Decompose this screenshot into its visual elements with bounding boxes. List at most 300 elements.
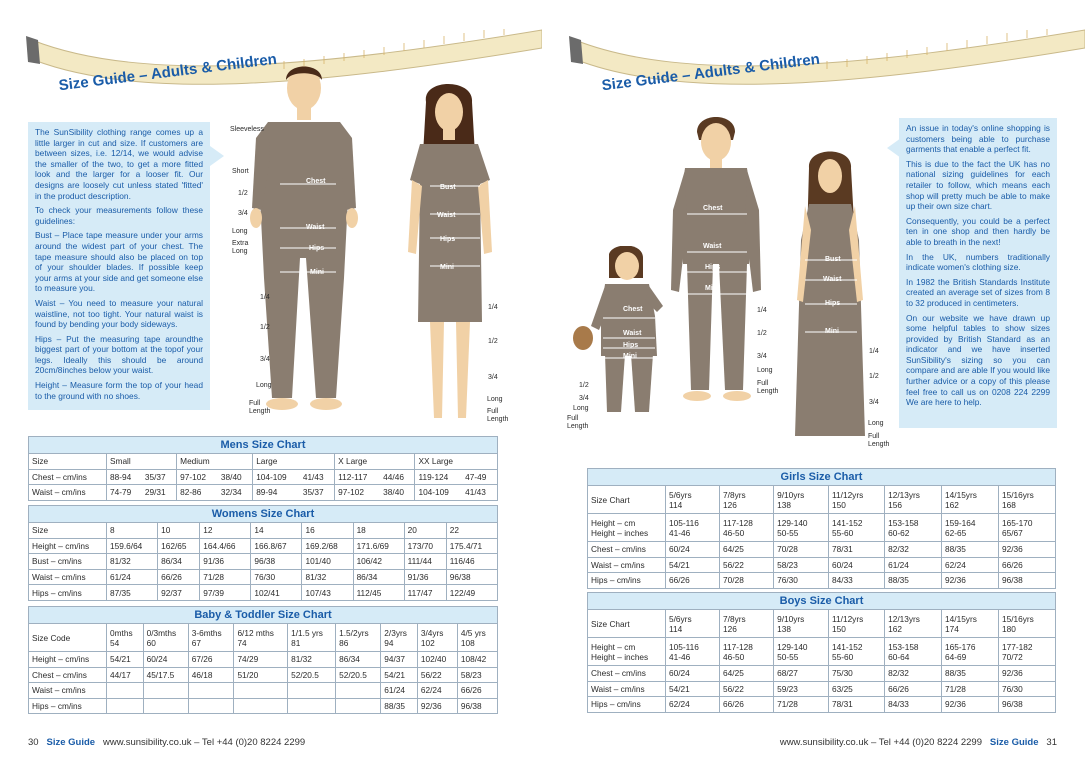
table-cell: 96/38 <box>251 554 302 570</box>
label-half-length: 1/2 <box>260 324 270 331</box>
row-label: Chest – cm/ins <box>29 667 107 683</box>
table-row <box>29 538 498 554</box>
table-row <box>29 652 498 668</box>
page-title: Size Guide – Adults & Children <box>57 50 278 95</box>
intro-paragraph: Bust – Place tape measure under your arms around the widest part of your chest. The tape measure should also be placed on top of your shoulder blades. If possible keep your arms at your side and get someone else to measure you. <box>35 230 203 294</box>
row-label: Hips – cm/ins <box>588 573 666 589</box>
table-cell: 15/16yrs 180 <box>999 610 1056 638</box>
label-chest: Chest <box>623 306 643 313</box>
footer-label: Size Guide <box>46 737 96 748</box>
table-cell: 173/70 <box>404 538 446 554</box>
table-cell <box>288 683 336 699</box>
label-three-quarter-length: 3/4 <box>757 353 767 360</box>
table-row <box>588 573 1056 589</box>
footer <box>28 737 305 748</box>
table-row <box>29 485 498 501</box>
right-page <box>543 0 1085 769</box>
table-cell: 76/30 <box>774 573 829 589</box>
row-label: Size <box>29 454 107 470</box>
row-label: Height – cm Height – inches <box>588 514 666 542</box>
table-cell: 92/36 <box>999 666 1056 682</box>
table-cell <box>107 698 144 714</box>
label-hips: Hips <box>825 300 841 307</box>
intro-paragraph: The SunSibility clothing range comes up a little larger in cut and size. If customers are between sizes, i.e. 12/14, we would advise the smaller of the two, to get a more fitted look and the larger for a looser fit. Our designs are loosely cut unless stated 'fitted' in the product description. <box>35 127 203 201</box>
label-chest: Chest <box>703 205 723 212</box>
row-label: Waist – cm/ins <box>588 681 666 697</box>
table-cell: 5/6yrs 114 <box>666 610 720 638</box>
table-cell: 88/35 <box>381 698 418 714</box>
table-cell <box>234 698 288 714</box>
table-title: Boys Size Chart <box>588 593 1056 610</box>
table-row <box>588 486 1056 514</box>
table-row <box>588 514 1056 542</box>
table-cell: 56/22 <box>720 557 774 573</box>
intro-paragraph: Hips – Put the measuring tape aroundthe biggest part of your bottom at the topof your legs. Ideally this should be around 20cm/8inches below your waist. <box>35 333 203 376</box>
table-cell: 141-152 55-60 <box>829 638 885 666</box>
table-cell: 92/36 <box>942 573 999 589</box>
table-row <box>29 469 498 485</box>
label-hips: Hips <box>309 245 325 252</box>
label-waist: Waist <box>306 224 325 231</box>
table-cell: 11/12yrs 150 <box>829 610 885 638</box>
table-cell: 64/25 <box>720 666 774 682</box>
row-label: Size Chart <box>588 486 666 514</box>
label-waist: Waist <box>623 330 642 337</box>
label-full-length: Full Length <box>487 408 509 423</box>
label-waist: Waist <box>823 276 842 283</box>
table-cell: 8 <box>107 523 158 539</box>
table-cell: 66/26 <box>999 557 1056 573</box>
table-cell: 1/1.5 yrs 81 <box>288 624 336 652</box>
row-label: Height – cm Height – inches <box>588 638 666 666</box>
row-label: Waist – cm/ins <box>29 485 107 501</box>
row-label: Size Chart <box>588 610 666 638</box>
table-cell: 91/36 <box>404 569 446 585</box>
woman-figure <box>400 82 500 432</box>
label-half-length: 1/2 <box>869 373 879 380</box>
table-cell: 177-182 70/72 <box>999 638 1056 666</box>
row-label: Height – cm/ins <box>29 652 107 668</box>
table-cell: Medium <box>177 454 253 470</box>
table-row <box>588 638 1056 666</box>
table-cell: 117-128 46-50 <box>720 514 774 542</box>
label-half-sleeve: 1/2 <box>238 190 248 197</box>
table-cell: 76/30 <box>251 569 302 585</box>
table-cell: 16 <box>302 523 353 539</box>
row-label: Size <box>29 523 107 539</box>
label-full-length: Full Length <box>567 415 589 430</box>
table-cell: 54/21 <box>666 557 720 573</box>
table-row <box>29 585 498 601</box>
table-cell: 88-94 <box>107 469 142 485</box>
table-cell: 105-116 41-46 <box>666 638 720 666</box>
label-mini: Mini <box>825 328 839 335</box>
table-cell: 12 <box>200 523 251 539</box>
table-cell: 41/43 <box>462 485 497 501</box>
table-row <box>29 523 498 539</box>
table-cell <box>234 683 288 699</box>
table-cell <box>336 698 381 714</box>
table-cell: 6/12 mths 74 <box>234 624 288 652</box>
table-cell: 169.2/68 <box>302 538 353 554</box>
table-cell: 9/10yrs 138 <box>774 486 829 514</box>
table-cell: 108/42 <box>457 652 497 668</box>
table-row <box>29 698 498 714</box>
table-cell: 92/36 <box>999 542 1056 558</box>
table-cell: 86/34 <box>158 554 200 570</box>
baby-toddler-size-table <box>28 606 498 714</box>
row-label: Height – cm/ins <box>29 538 107 554</box>
table-cell: 92/36 <box>417 698 457 714</box>
table-cell: 105-116 41-46 <box>666 514 720 542</box>
label-long-length: Long <box>757 367 773 374</box>
table-cell: 66/26 <box>720 697 774 713</box>
table-cell: 7/8yrs 126 <box>720 486 774 514</box>
table-cell: 71/28 <box>942 681 999 697</box>
table-cell: 153-158 60-64 <box>885 638 942 666</box>
table-cell: 78/31 <box>829 542 885 558</box>
label-three-quarter-length: 3/4 <box>260 356 270 363</box>
label-half-length: 1/2 <box>579 382 589 389</box>
man-figure <box>240 58 368 430</box>
panel-pointer-icon <box>210 146 226 166</box>
footer-contact: www.sunsibility.co.uk – Tel +44 (0)20 8224 2299 <box>103 737 306 748</box>
table-cell: 96/38 <box>446 569 497 585</box>
table-cell: 107/43 <box>302 585 353 601</box>
table-row <box>29 554 498 570</box>
table-cell: 35/37 <box>142 469 177 485</box>
label-chest: Chest <box>306 178 326 185</box>
row-label: Size Code <box>29 624 107 652</box>
table-cell: 76/30 <box>999 681 1056 697</box>
page-title: Size Guide – Adults & Children <box>600 50 821 95</box>
table-cell: 56/22 <box>417 667 457 683</box>
table-cell: 129-140 50-55 <box>774 514 829 542</box>
table-cell: 0mths 54 <box>107 624 144 652</box>
table-cell: 18 <box>353 523 404 539</box>
table-cell: 52/20.5 <box>336 667 381 683</box>
label-half-length: 1/2 <box>488 338 498 345</box>
table-cell: 58/23 <box>457 667 497 683</box>
footer-contact: www.sunsibility.co.uk – Tel +44 (0)20 8224 2299 <box>779 737 982 748</box>
table-cell: 86/34 <box>336 652 381 668</box>
label-hips: Hips <box>623 342 639 349</box>
label-full-length: Full Length <box>249 400 271 415</box>
intro-paragraph: In 1982 the British Standards Institute created an average set of sizes from 8 to 32 produced in centimeters. <box>906 276 1050 308</box>
table-cell: 153-158 60-62 <box>885 514 942 542</box>
table-cell: 66/26 <box>666 573 720 589</box>
label-mini: Mini <box>705 285 719 292</box>
table-cell <box>188 683 234 699</box>
table-cell: 82/32 <box>885 666 942 682</box>
table-cell: 3/4yrs 102 <box>417 624 457 652</box>
table-cell: 5/6yrs 114 <box>666 486 720 514</box>
table-cell: 92/37 <box>158 585 200 601</box>
table-cell: 159-164 62-65 <box>942 514 999 542</box>
table-row <box>588 681 1056 697</box>
table-cell: 54/21 <box>381 667 418 683</box>
table-cell: 29/31 <box>142 485 177 501</box>
table-cell: 9/10yrs 138 <box>774 610 829 638</box>
table-cell: 64/25 <box>720 542 774 558</box>
table-cell: 102/40 <box>417 652 457 668</box>
table-cell: 70/28 <box>720 573 774 589</box>
page-number: 30 <box>28 737 39 748</box>
table-cell: 164.4/66 <box>200 538 251 554</box>
label-quarter-length: 1/4 <box>757 307 767 314</box>
table-cell: 88/35 <box>942 542 999 558</box>
intro-panel <box>899 118 1057 428</box>
table-cell: 61/24 <box>107 569 158 585</box>
intro-paragraph: Height – Measure form the top of your head to the ground with no shoes. <box>35 380 203 401</box>
table-cell: 111/44 <box>404 554 446 570</box>
row-label: Chest – cm/ins <box>588 666 666 682</box>
table-cell: 38/40 <box>218 469 253 485</box>
table-cell: 97/39 <box>200 585 251 601</box>
table-row <box>588 542 1056 558</box>
table-cell: 52/20.5 <box>288 667 336 683</box>
table-cell: 71/28 <box>774 697 829 713</box>
table-cell: 88/35 <box>885 573 942 589</box>
table-cell: 74-79 <box>107 485 142 501</box>
footer-label: Size Guide <box>989 737 1039 748</box>
intro-paragraph: Consequently, you could be a perfect ten in one shop and then hardly be able to breath in the next! <box>906 215 1050 247</box>
label-three-quarter-length: 3/4 <box>579 395 589 402</box>
footer <box>780 737 1057 748</box>
table-cell: 165-176 64-69 <box>942 638 999 666</box>
page-number: 31 <box>1046 737 1057 748</box>
table-cell: 54/21 <box>666 681 720 697</box>
intro-panel <box>28 122 210 410</box>
table-cell: 44/46 <box>380 469 415 485</box>
table-cell: 1.5/2yrs 86 <box>336 624 381 652</box>
table-cell: 3-6mths 67 <box>188 624 234 652</box>
boys-size-table <box>587 592 1056 713</box>
table-cell: 81/32 <box>288 652 336 668</box>
table-cell <box>188 698 234 714</box>
table-cell: 71/28 <box>200 569 251 585</box>
table-row <box>29 569 498 585</box>
table-cell: 117/47 <box>404 585 446 601</box>
table-cell: 171.6/69 <box>353 538 404 554</box>
table-cell: 175.4/71 <box>446 538 497 554</box>
row-label: Chest – cm/ins <box>588 542 666 558</box>
girls-size-table <box>587 468 1056 589</box>
table-cell: 15/16yrs 168 <box>999 486 1056 514</box>
table-cell <box>143 698 188 714</box>
table-cell: 45/17.5 <box>143 667 188 683</box>
table-cell: 22 <box>446 523 497 539</box>
table-cell: 92/36 <box>942 697 999 713</box>
intro-paragraph: On our website we have drawn up some helpful tables to show sizes provided by British Standard as an indicator and we have inserted SunSibility's sizing so you can compare and are able If you would like further advice or a copy of this please feel free to call us on 0208 224 2299 We are here to help. <box>906 312 1050 408</box>
label-quarter-length: 1/4 <box>488 304 498 311</box>
table-cell: 129-140 50-55 <box>774 638 829 666</box>
row-label: Hips – cm/ins <box>588 697 666 713</box>
label-hips: Hips <box>705 264 721 271</box>
label-quarter-length: 1/4 <box>260 294 270 301</box>
label-long-length: Long <box>868 420 884 427</box>
row-label: Chest – cm/ins <box>29 469 107 485</box>
table-cell: 86/34 <box>353 569 404 585</box>
table-cell: 12/13yrs 156 <box>885 486 942 514</box>
table-row <box>29 667 498 683</box>
intro-paragraph: An issue in today's online shopping is customers being able to purchase garments that enable a perfect fit. <box>906 123 1050 155</box>
table-cell: 159.6/64 <box>107 538 158 554</box>
table-cell: 122/49 <box>446 585 497 601</box>
table-cell <box>143 683 188 699</box>
table-cell: 88/35 <box>942 666 999 682</box>
row-label: Waist – cm/ins <box>588 557 666 573</box>
table-cell: 66/26 <box>885 681 942 697</box>
table-cell: 104-109 <box>253 469 300 485</box>
table-cell: 112/45 <box>353 585 404 601</box>
label-bust: Bust <box>440 184 456 191</box>
table-cell: 141-152 55-60 <box>829 514 885 542</box>
label-full-length: Full Length <box>868 433 890 448</box>
table-cell: 61/24 <box>885 557 942 573</box>
table-cell: 60/24 <box>143 652 188 668</box>
panel-pointer-icon <box>885 138 901 158</box>
table-title: Mens Size Chart <box>29 437 498 454</box>
teen-boy-figure <box>667 114 763 404</box>
table-cell: 66/26 <box>457 683 497 699</box>
table-cell: 96/38 <box>999 697 1056 713</box>
table-cell: 70/28 <box>774 542 829 558</box>
table-title: Womens Size Chart <box>29 506 498 523</box>
table-cell: 12/13yrs 162 <box>885 610 942 638</box>
table-cell: 67/26 <box>188 652 234 668</box>
intro-paragraph: Waist – You need to measure your natural waistline, not too tight. Your natural waist is found by bending your body sideways. <box>35 297 203 330</box>
table-cell: 58/23 <box>774 557 829 573</box>
table-cell: 66/26 <box>158 569 200 585</box>
table-cell: 166.8/67 <box>251 538 302 554</box>
table-cell: 20 <box>404 523 446 539</box>
label-long-length: Long <box>573 405 589 412</box>
table-cell: 97-102 <box>335 485 381 501</box>
table-cell: 14/15yrs 162 <box>942 486 999 514</box>
table-cell: 84/33 <box>829 573 885 589</box>
table-cell: 112-117 <box>335 469 381 485</box>
table-cell: 81/32 <box>302 569 353 585</box>
table-cell: 96/38 <box>457 698 497 714</box>
label-mini: Mini <box>623 353 637 360</box>
table-cell: XX Large <box>415 454 498 470</box>
intro-paragraph: This is due to the fact the UK has no national sizing guidelines for each retailer to follow, which means each shop will pretty much be able to make up their own size chart. <box>906 158 1050 212</box>
label-extra-long-sleeve: Extra Long <box>232 240 249 255</box>
row-label: Waist – cm/ins <box>29 683 107 699</box>
intro-paragraph: In the UK, numbers traditionally indicate women's clothing size. <box>906 251 1050 273</box>
table-cell: 116/46 <box>446 554 497 570</box>
table-cell: 32/34 <box>218 485 253 501</box>
table-cell: 7/8yrs 126 <box>720 610 774 638</box>
label-long-sleeve: Long <box>232 228 248 235</box>
table-cell: 101/40 <box>302 554 353 570</box>
table-cell: 81/32 <box>107 554 158 570</box>
table-cell: 2/3yrs 94 <box>381 624 418 652</box>
left-page <box>0 0 542 769</box>
mens-size-table <box>28 436 498 501</box>
table-cell: 102/41 <box>251 585 302 601</box>
label-full-length: Full Length <box>757 380 779 395</box>
table-cell: 59/23 <box>774 681 829 697</box>
table-cell <box>107 683 144 699</box>
table-cell: Small <box>107 454 177 470</box>
table-cell: 78/31 <box>829 697 885 713</box>
table-cell: 89-94 <box>253 485 300 501</box>
table-cell: 82-86 <box>177 485 218 501</box>
label-long-length: Long <box>487 396 503 403</box>
table-row <box>29 683 498 699</box>
label-three-quarter-length: 3/4 <box>488 374 498 381</box>
label-waist: Waist <box>703 243 722 250</box>
row-label: Waist – cm/ins <box>29 569 107 585</box>
table-cell: 119-124 <box>415 469 462 485</box>
table-cell: 74/29 <box>234 652 288 668</box>
row-label: Hips – cm/ins <box>29 698 107 714</box>
table-cell: 75/30 <box>829 666 885 682</box>
table-cell: 87/35 <box>107 585 158 601</box>
womens-size-table <box>28 505 498 601</box>
table-cell: 4/5 yrs 108 <box>457 624 497 652</box>
table-cell: 82/32 <box>885 542 942 558</box>
table-row <box>588 697 1056 713</box>
table-cell: 104-109 <box>415 485 462 501</box>
label-short: Short <box>232 168 249 175</box>
label-three-quarter-length: 3/4 <box>869 399 879 406</box>
table-cell: 11/12yrs 150 <box>829 486 885 514</box>
label-hips: Hips <box>440 236 456 243</box>
table-title: Baby & Toddler Size Chart <box>29 607 498 624</box>
table-row <box>588 557 1056 573</box>
table-row <box>588 666 1056 682</box>
table-cell <box>336 683 381 699</box>
label-mini: Mini <box>310 269 324 276</box>
table-cell: 10 <box>158 523 200 539</box>
table-cell: 106/42 <box>353 554 404 570</box>
table-row <box>29 454 498 470</box>
table-cell: 60/24 <box>666 666 720 682</box>
table-cell: 165-170 65/67 <box>999 514 1056 542</box>
table-cell: Large <box>253 454 335 470</box>
table-cell: 0/3mths 60 <box>143 624 188 652</box>
table-cell <box>288 698 336 714</box>
table-cell: 38/40 <box>380 485 415 501</box>
table-cell: 51/20 <box>234 667 288 683</box>
table-cell: 44/17 <box>107 667 144 683</box>
table-cell: 47-49 <box>462 469 497 485</box>
table-cell: 35/37 <box>300 485 335 501</box>
row-label: Hips – cm/ins <box>29 585 107 601</box>
label-sleeveless: Sleeveless <box>230 126 264 133</box>
table-cell: 117-128 46-50 <box>720 638 774 666</box>
label-waist: Waist <box>437 212 456 219</box>
table-cell: 62/24 <box>666 697 720 713</box>
table-cell: 91/36 <box>200 554 251 570</box>
table-cell: 94/37 <box>381 652 418 668</box>
label-quarter-length: 1/4 <box>869 348 879 355</box>
table-cell: 56/22 <box>720 681 774 697</box>
table-cell: 14 <box>251 523 302 539</box>
label-three-quarter-sleeve: 3/4 <box>238 210 248 217</box>
table-cell: 14/15yrs 174 <box>942 610 999 638</box>
table-cell: 60/24 <box>829 557 885 573</box>
label-long-length: Long <box>256 382 272 389</box>
table-cell: 68/27 <box>774 666 829 682</box>
table-cell: 62/24 <box>942 557 999 573</box>
table-cell: 41/43 <box>300 469 335 485</box>
teen-girl-figure <box>791 150 871 440</box>
table-cell: X Large <box>335 454 415 470</box>
